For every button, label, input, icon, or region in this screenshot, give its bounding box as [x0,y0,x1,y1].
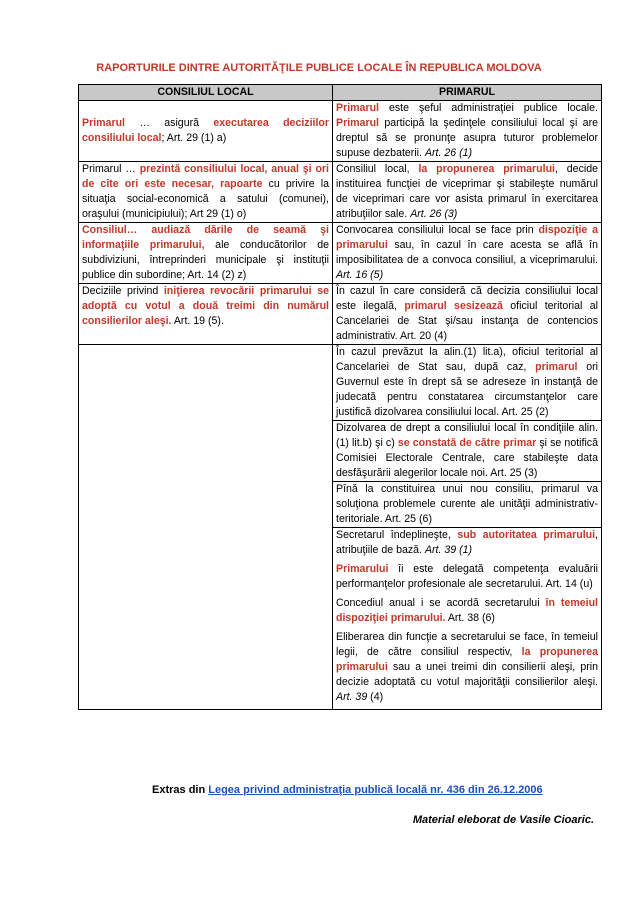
cell-text: Primarul … [82,163,140,175]
cell-right [333,421,602,482]
cell-text: În cazul prevăzut la alin.(1) lit.a), oficiul teritorial al Cancelariei de Stat sau, după caz, [336,346,598,373]
table-row [79,284,602,345]
cell-text: Eliberarea din funcţie a secretarului se face, în temeiul legii, de către consiliul respectiv, [336,631,598,658]
highlight-text: executarea deciziilor consiliului local [82,117,330,144]
header-primarul: PRIMARUL [333,85,602,101]
table-row [79,345,602,421]
cell-left [79,284,333,345]
cell-text: , decide instituirea funcţiei de viceprimar şi stabileşte numărul de viceprimari care vor asista primarul în exercitarea atribuţiilor sale. [336,163,599,220]
cell-text: Consiliul local, [336,163,419,175]
highlight-text: primarul [535,361,578,373]
table-row [79,101,602,162]
article-ref: Art. 39 (1) [424,544,473,556]
cell-text: Deciziile privind [82,285,164,297]
cell-text: Art. 38 (6) [445,612,495,624]
document-title: RAPORTURILE DINTRE AUTORITĂŢILE PUBLICE LOCALE ÎN REPUBLICA MOLDOVA [96,62,542,74]
cell-right [333,101,602,162]
author-note: Material eleborat de Vasile Cioaric. [412,814,594,826]
highlight-text: se constată de către primar [397,437,537,449]
cell-text: În cazul în care consideră că decizia consiliului local este ilegală, [336,285,598,312]
cell-text: sau a unei treimi din consilierii aleşi, prin decizie adoptată cu votul majorităţii consilierilor aleşi. [336,661,598,688]
cell-text: (4) [367,691,384,703]
source-note [152,784,543,796]
cell-text: , atribuţiile de bază. [336,529,598,556]
cell-right [333,482,602,528]
cell-text: oficiul teritorial al Cancelariei de Stat şi/sau instanţa de contencios administrativ. Art. 20 (4) [336,300,599,342]
cell-text: Art. 19 (5). [171,315,224,327]
highlight-text: Consiliul… audiază dările de seamă şi informaţiile primarului, [82,224,329,251]
cell-text: ; Art. 29 (1) a) [161,132,227,144]
cell-right [333,162,602,223]
cell-text: cu privire la situaţia social-economică a satului (comunei), oraşului (municipiului); Art 29 (1) o) [82,178,329,220]
cell-text: participă la şedinţele consiliului local şi are dreptul să se pronunţe asupra tuturor problemelor supuse dezbaterii. [336,117,598,159]
article-ref: Art. 26 (3) [410,208,458,220]
secretary-paragraph [336,596,598,626]
cell-left [79,162,333,223]
cell-text: ori Guvernul este în drept să se adreseze în instanţă de judecată pentru constatarea circumstanţelor care justifică dizolvarea consiliului local. Art. 25 (2) [336,361,598,418]
article-ref: Art. 39 [336,691,368,703]
table-row [79,223,602,284]
secretary-paragraph [336,562,598,592]
secretary-paragraph [336,528,598,558]
cell-text: Secretarul îndeplineşte, [336,529,458,541]
highlight-text: prezintă consiliului local, anual şi ori de cîte ori este necesar, rapoarte [82,163,329,190]
highlight-text: Primarul [336,117,379,129]
highlight-text: iniţierea revocării primarului se adoptă cu votul a două treimi din numărul consilierilor aleşi. [82,285,329,327]
cell-text: … asigură [124,117,214,129]
highlight-text: Primarului [336,563,389,575]
cell-right [333,345,602,421]
cell-left [79,101,333,162]
highlight-text: în temeiul dispoziţiei primarului. [336,597,598,624]
cell-text: este şeful administraţiei publice locale. [378,102,598,114]
relations-table [78,84,602,710]
cell-text: Dizolvarea de drept a consiliului local în condiţiile alin.(1) lit.b) şi c) [336,422,598,449]
cell-text: Concediul anual i se acordă secretarului [336,597,546,609]
highlight-text: la propunerea primarului [418,163,556,175]
article-ref: Art. 16 (5) [336,269,384,281]
highlight-text: primarul sesizează [404,300,503,312]
cell-left [79,223,333,284]
cell-text: ale conducătorilor de subdiviziuni, întreprinderi municipale şi instituţii publice din subordine; Art. 14 (2) z) [82,239,329,281]
source-prefix: Extras din [152,784,209,796]
table-header-row [79,85,602,101]
article-ref: Art. 26 (1) [424,147,473,159]
highlight-text: sub autoritatea primarului [457,529,596,541]
cell-right-secretary [333,528,602,710]
cell-right [333,223,602,284]
secretary-paragraph [336,630,598,705]
cell-right [333,284,602,345]
highlight-text: la propunerea primarului [336,646,598,673]
cell-text: îi este delegată competenţa evaluării performanţelor profesionale ale secretarului. Art. 14 (u) [336,563,598,590]
header-consiliul-local: CONSILIUL LOCAL [79,85,333,101]
table-row [79,162,602,223]
cell-text: sau, în cazul în care acesta se află în imposibilitatea de a convoca consiliul, a viceprimarului. [336,239,598,266]
highlight-text: Primarul [82,117,125,129]
cell-text: şi se notifică Comisiei Electorale Centrale, care stabileşte data desfăşurării alegerilor locale noi. Art. 25 (3) [336,437,598,479]
cell-left-empty [79,345,333,710]
highlight-text: Primarul [336,102,379,114]
law-link[interactable]: Legea privind administraţia publică locală nr. 436 din 26.12.2006 [208,784,543,796]
cell-text: Convocarea consiliului local se face prin [336,224,539,236]
highlight-text: dispoziţie a primarului [336,224,598,251]
cell-text: Pînă la constituirea unui nou consiliu, primarul va soluţiona problemele curente ale unităţii administrativ-teritoriale. Art. 25 (6) [336,483,598,525]
